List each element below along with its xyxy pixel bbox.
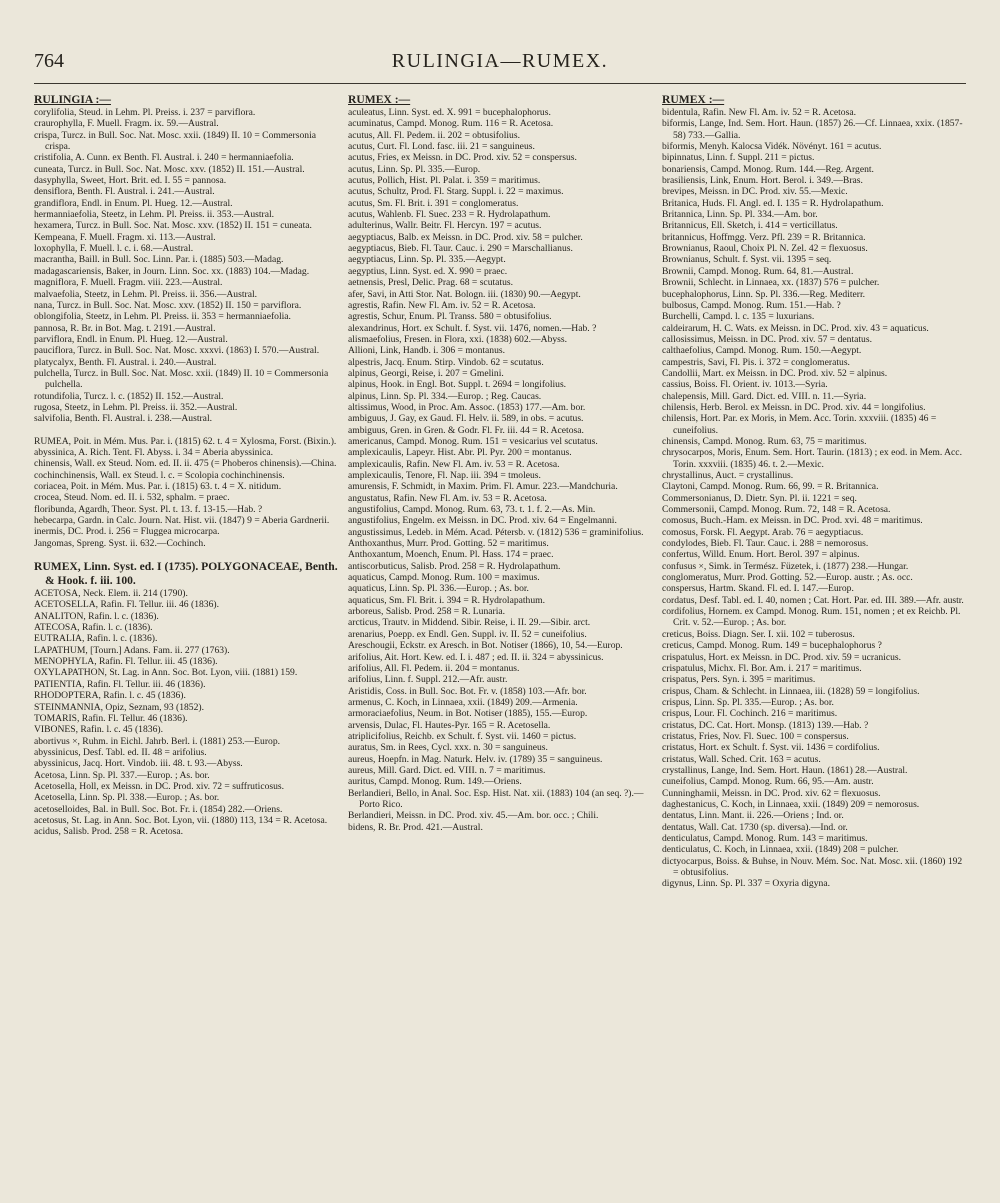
entry: PATIENTIA, Rafin. Fl. Tellur. iii. 46 (1836). [34, 678, 206, 690]
entry: conspersus, Hartm. Skand. Fl. ed. I. 147.—Europ. [662, 583, 854, 595]
entry: cuneifolius, Campd. Monog. Rum. 66, 95.—Am. austr. [662, 776, 874, 788]
entry: acutus, Fries, ex Meissn. in DC. Prod. xiv. 52 = conspersus. [348, 152, 577, 164]
entry: bidens, R. Br. Prod. 421.—Austral. [348, 821, 483, 833]
entry: aquaticus, Campd. Monog. Rum. 100 = maximus. [348, 572, 540, 584]
entry: arcticus, Trautv. in Middend. Sibir. Reise, i. II. 29.—Sibir. arct. [348, 617, 591, 629]
entry: macrantha, Baill. in Bull. Soc. Linn. Par. i. (1885) 503.—Madag. [34, 254, 284, 266]
entry: Candollii, Mart. ex Meissn. in DC. Prod. xiv. 52 = alpinus. [662, 367, 888, 379]
entry: crispatus, Pers. Syn. i. 395 = maritimus. [662, 674, 816, 686]
entry: callosissimus, Meissn. in DC. Prod. xiv. 57 = dentatus. [662, 333, 872, 345]
entry: crispatulus, Hort. ex Meissn. in DC. Prod. xiv. 59 = ucranicus. [662, 651, 902, 663]
entry: dasyphylla, Sweet, Hort. Brit. ed. I. 55 = pannosa. [34, 175, 227, 187]
entry: arifolius, Ait. Hort. Kew. ed. I. i. 487 ; ed. II. ii. 324 = abyssinicus. [348, 651, 604, 663]
entry: caldeirarum, H. C. Wats. ex Meissn. in DC. Prod. xiv. 43 = aquaticus. [662, 322, 929, 334]
entry: dentatus, Wall. Cat. 1730 (sp. diversa).—Ind. or. [662, 821, 848, 833]
entry: brasiliensis, Link, Enum. Hort. Berol. i. 349.—Bras. [662, 175, 863, 187]
entry: alpinus, Georgi, Reise, i. 207 = Gmelini. [348, 367, 504, 379]
entry: cassius, Boiss. Fl. Orient. iv. 1013.—Syria. [662, 379, 828, 391]
entry: denticulatus, Campd. Monog. Rum. 143 = maritimus. [662, 833, 868, 844]
entry: aegyptiacus, Bieb. Fl. Taur. Cauc. i. 290 = Marschallianus. [348, 243, 573, 255]
section-gap [34, 549, 338, 560]
entry: hebecarpa, Gardn. in Calc. Journ. Nat. Hist. vii. (1847) 9 = Aberia Gardnerii. [34, 515, 330, 527]
entry: campestris, Savi, Fl. Pis. i. 372 = conglomeratus. [662, 356, 850, 368]
entry: britannicus, Hoffmgg. Verz. Pfl. 239 = R. Britannica. [662, 231, 866, 243]
entry: amplexicaulis, Lapeyr. Hist. Abr. Pl. Pyr. 200 = montanus. [348, 447, 572, 459]
entry: platycalyx, Benth. Fl. Austral. i. 240.—Austral. [34, 356, 217, 368]
entry: malvaefolia, Steetz, in Lehm. Pl. Preiss. ii. 356.—Austral. [34, 288, 258, 300]
entry: cordifolius, Hornem. ex Campd. Monog. Rum. 151, nomen ; et ex Reichb. Pl. Crit. v. 52.—Europ. ; As. bor. [662, 606, 961, 629]
entry: aureus, Hoepfn. in Mag. Naturk. Helv. iv. (1789) 35 = sanguineus. [348, 753, 603, 765]
genus-heading: RUMEX :— [348, 93, 411, 106]
entry: RUMEA, Poit. in Mém. Mus. Par. i. (1815) 62. t. 4 = Xylosma, Forst. (Bixin.). [34, 435, 337, 447]
entry: comosus, Forsk. Fl. Aegypt. Arab. 76 = aegyptiacus. [662, 526, 864, 538]
entry: cristatus, DC. Cat. Hort. Monsp. (1813) 139.—Hab. ? [662, 719, 869, 731]
entry: angustifolius, Campd. Monog. Rum. 63, 73. t. 1. f. 2.—As. Min. [348, 504, 596, 516]
entry: loxophylla, F. Muell. l. c. i. 68.—Austral. [34, 243, 194, 255]
entry: confusus ×, Simk. in Termész. Füzetek, i. (1877) 238.—Hungar. [662, 560, 909, 572]
entry: acidus, Salisb. Prod. 258 = R. Acetosa. [34, 826, 184, 838]
header-rule [34, 83, 966, 84]
entry: VIBONES, Rafin. l. c. 45 (1836). [34, 724, 163, 736]
entry: Acetosella, Linn. Sp. Pl. 338.—Europ. ; As. bor. [34, 792, 220, 804]
entry: armenus, C. Koch, in Linnaea, xxii. (1849) 209.—Armenia. [348, 696, 578, 708]
entry: bucephalophorus, Linn. Sp. Pl. 336.—Reg. Mediterr. [662, 288, 866, 300]
column-middle [348, 93, 652, 1193]
entry: Anthoxanthus, Murr. Prod. Gotting. 52 = maritimus. [348, 538, 549, 550]
entry: atriplicifolius, Reichb. ex Schult. f. Syst. vii. 1460 = pictus. [348, 730, 577, 742]
entry: STEINMANNIA, Opiz, Seznam, 93 (1852). [34, 701, 204, 713]
entry: adulterinus, Wallr. Beitr. Fl. Hercyn. 197 = acutus. [348, 220, 542, 232]
entry: auritus, Campd. Monog. Rum. 149.—Oriens. [348, 776, 522, 788]
entry: confertus, Willd. Enum. Hort. Berol. 397 = alpinus. [662, 549, 860, 561]
entry: Brownianus, Raoul, Choix Pl. N. Zel. 42 = flexuosus. [662, 243, 868, 255]
entry: acutus, Pollich, Hist. Pl. Palat. i. 359 = maritimus. [348, 175, 541, 187]
entry: crispus, Linn. Sp. Pl. 335.—Europ. ; As. bor. [662, 696, 834, 708]
entry: Burchelli, Campd. l. c. 135 = luxurians. [662, 311, 815, 323]
entry: agrestis, Schur, Enum. Pl. Transs. 580 = obtusifolius. [348, 311, 552, 323]
entry: calthaefolius, Campd. Monog. Rum. 150.—Aegypt. [662, 345, 862, 357]
entry: denticulatus, C. Koch, in Linnaea, xxii. (1849) 208 = pulcher. [662, 844, 899, 856]
entry: brevipes, Meissn. in DC. Prod. xiv. 55.—Mexic. [662, 186, 848, 198]
entry: OXYLAPATHON, St. Lag. in Ann. Soc. Bot. Lyon, viii. (1881) 159. [34, 667, 298, 679]
entry: ambiguus, J. Gay, ex Gaud. Fl. Helv. ii. 589, in obs. = acutus. [348, 413, 584, 425]
entry: amurensis, F. Schmidt, in Maxim. Prim. Fl. Amur. 223.—Mandchuria. [348, 481, 618, 493]
entry: Brownii, Campd. Monog. Rum. 64, 81.—Austral. [662, 265, 854, 277]
entry: biformis, Menyh. Kalocsa Vidék. Növényt. 161 = acutus. [662, 141, 882, 153]
entry: crispa, Turcz. in Bull. Soc. Nat. Mosc. xxii. (1849) II. 10 = Commersonia crispa. [34, 129, 317, 153]
entry: acetosus, St. Lag. in Ann. Soc. Bot. Lyon, vii. (1880) 113, 134 = R. Acetosa. [34, 814, 328, 826]
entry: Allioni, Link, Handb. i. 306 = montanus. [348, 345, 506, 357]
entry: Brownianus, Schult. f. Syst. vii. 1395 = seq. [662, 254, 832, 266]
entry: craurophylla, F. Muell. Fragm. ix. 59.—Austral. [34, 118, 219, 130]
entry: acetoselloides, Bal. in Bull. Soc. Bot. Fr. i. (1854) 282.—Oriens. [34, 803, 283, 815]
entry: parviflora, Endl. in Enum. Pl. Hueg. 12.—Austral. [34, 333, 228, 345]
entry: arifolius, All. Fl. Pedem. ii. 204 = montanus. [348, 662, 520, 674]
entry: oblongifolia, Steetz, in Lehm. Pl. Preiss. ii. 353 = hermanniaefolia. [34, 311, 291, 323]
entry: crystallinus, Lange, Ind. Sem. Hort. Haun. (1861) 28.—Austral. [662, 764, 908, 776]
column-left [34, 93, 338, 1193]
entry: ambiguus, Gren. in Gren. & Godr. Fl. Fr. iii. 44 = R. Acetosa. [348, 424, 584, 436]
entry: Claytoni, Campd. Monog. Rum. 66, 99. = R. Britannica. [662, 481, 879, 493]
entry: madagascariensis, Baker, in Journ. Linn. Soc. xx. (1883) 104.—Madag. [34, 265, 310, 277]
entry: alpinus, Hook. in Engl. Bot. Suppl. t. 2694 = longifolius. [348, 379, 567, 391]
entry: chinensis, Campd. Monog. Rum. 63, 75 = maritimus. [662, 435, 867, 447]
entry: pauciflora, Turcz. in Bull. Soc. Nat. Mosc. xxxvi. (1863) I. 570.—Austral. [34, 345, 320, 357]
entry: aegyptiacus, Balb. ex Meissn. in DC. Prod. xiv. 58 = pulcher. [348, 231, 583, 243]
entry: aetnensis, Presl, Delic. Prag. 68 = scutatus. [348, 277, 514, 289]
entry: MENOPHYLA, Rafin. Fl. Tellur. iii. 45 (1836). [34, 656, 218, 668]
entry: acuminatus, Campd. Monog. Rum. 116 = R. Acetosa. [348, 118, 554, 130]
entry: crocea, Steud. Nom. ed. II. i. 532, sphalm. = praec. [34, 492, 230, 504]
entry: arifolius, Linn. f. Suppl. 212.—Afr. austr. [348, 674, 508, 686]
entry: coriacea, Poit. in Mém. Mus. Par. i. (1815) 63. t. 4 = X. nitidum. [34, 481, 282, 492]
entry: Anthoxantum, Moench, Enum. Pl. Hass. 174 = praec. [348, 549, 554, 561]
entry: cochinchinensis, Wall. ex Steud. l. c. = Scolopia cochinchinensis. [34, 469, 285, 481]
entry: chinensis, Wall. ex Steud. Nom. ed. II. ii. 475 (= Phoberos chinensis).—China. [34, 458, 337, 470]
entry: nana, Turcz. in Bull. Soc. Nat. Mosc. xxv. (1852) II. 150 = parviflora. [34, 299, 302, 311]
entry: cuneata, Turcz. in Bull. Soc. Nat. Mosc. xxv. (1852) II. 151.—Austral. [34, 163, 305, 175]
entry: Britannicus, Ell. Sketch, i. 414 = verticillatus. [662, 220, 838, 232]
entry: rugosa, Steetz, in Lehm. Pl. Preiss. ii. 352.—Austral. [34, 401, 238, 413]
entry: conglomeratus, Murr. Prod. Gotting. 52.—Europ. austr. ; As. occ. [662, 572, 913, 584]
entry: Areschougii, Eckstr. ex Aresch. in Bot. Notiser (1866), 10, 54.—Europ. [348, 640, 623, 652]
entry: Britanica, Huds. Fl. Angl. ed. I. 135 = R. Hydrolapathum. [662, 197, 884, 209]
entry: floribunda, Agardh, Theor. Syst. Pl. t. 13. f. 13-15.—Hab. ? [34, 503, 263, 515]
entry: biformis, Lange, Ind. Sem. Hort. Haun. (1857) 26.—Cf. Linnaea, xxix. (1857-58) 733.—Gallia. [662, 118, 963, 141]
entry: aureus, Mill. Gard. Dict. ed. VIII. n. 7 = maritimus. [348, 764, 546, 776]
entry: cristatus, Hort. ex Schult. f. Syst. vii. 1436 = cordifolius. [662, 742, 880, 754]
entry: angustatus, Rafin. New Fl. Am. iv. 53 = R. Acetosa. [348, 492, 547, 504]
entry-columns [34, 93, 966, 1193]
entry: afer, Savi, in Atti Stor. Nat. Bologn. iii. (1830) 90.—Aegypt. [348, 288, 581, 300]
entry: chrysocarpos, Moris, Enum. Sem. Hort. Taurin. (1813) ; ex eod. in Mem. Acc. Torin. xxxviii. (1835) 46. t. 2.—Mexic. [662, 447, 962, 470]
entry: acutus, All. Fl. Pedem. ii. 202 = obtusifolius. [348, 129, 520, 141]
entry: Commersonianus, D. Dietr. Syn. Pl. ii. 1221 = seq. [662, 492, 857, 504]
entry: Acetosella, Holl, ex Meissn. in DC. Prod. xiv. 72 = suffruticosus. [34, 780, 285, 792]
entry: inermis, DC. Prod. i. 256 = Fluggea microcarpa. [34, 526, 220, 538]
entry: antiscorbuticus, Salisb. Prod. 258 = R. Hydrolapathum. [348, 560, 561, 572]
entry: ACETOSA, Neck. Elem. ii. 214 (1790). [34, 588, 188, 600]
entry: Berlandieri, Bello, in Anal. Soc. Esp. Hist. Nat. xii. (1883) 104 (an seq. ?).—Porto Rico. [348, 787, 644, 810]
entry: cristifolia, A. Cunn. ex Benth. Fl. Austral. i. 240 = hermanniaefolia. [34, 152, 294, 164]
entry: aquaticus, Sm. Fl. Brit. i. 394 = R. Hydrolapathum. [348, 594, 546, 606]
entry: abyssinicus, Jacq. Hort. Vindob. iii. 48. t. 93.—Abyss. [34, 758, 243, 770]
entry: acutus, Linn. Sp. Pl. 335.—Europ. [348, 163, 481, 175]
entry: pulchella, Turcz. in Bull. Soc. Nat. Mosc. xxii. (1849) II. 10 = Commersonia pulchella. [34, 367, 329, 391]
entry: grandiflora, Endl. in Enum. Pl. Hueg. 12.—Austral. [34, 197, 233, 209]
entry: daghestanicus, C. Koch, in Linnaea, xxii. (1849) 209 = nemorosus. [662, 798, 920, 810]
entry: bidentula, Rafin. New Fl. Am. iv. 52 = R. Acetosa. [662, 107, 856, 118]
entry: creticus, Boiss. Diagn. Ser. I. xii. 102 = tuberosus. [662, 628, 855, 640]
entry: auratus, Sm. in Rees, Cycl. xxx. n. 30 = sanguineus. [348, 742, 548, 754]
entry: hexamera, Turcz. in Bull. Soc. Nat. Mosc. xxv. (1852) II. 151 = cuneata. [34, 220, 312, 232]
entry: arenarius, Poepp. ex Endl. Gen. Suppl. iv. II. 52 = cuneifolius. [348, 628, 587, 640]
entry: hermanniaefolia, Steetz, in Lehm. Pl. Preiss. ii. 353.—Austral. [34, 209, 275, 221]
entry: TOMARIS, Rafin. Fl. Tellur. 46 (1836). [34, 712, 188, 724]
entry: amplexicaulis, Tenore, Fl. Nap. iii. 394 = tmoleus. [348, 470, 541, 481]
entry: magniflora, F. Muell. Fragm. viii. 223.—Austral. [34, 277, 223, 289]
entry: bipinnatus, Linn. f. Suppl. 211 = pictus. [662, 152, 815, 164]
entry: Commersonii, Campd. Monog. Rum. 72, 148 = R. Acetosa. [662, 504, 891, 516]
page-header [0, 50, 1000, 74]
entry: Cunninghamii, Meissn. in DC. Prod. xiv. 62 = flexuosus. [662, 787, 881, 799]
entry: cristatus, Fries, Nov. Fl. Suec. 100 = conspersus. [662, 730, 849, 742]
entry: Berlandieri, Meissn. in DC. Prod. xiv. 45.—Am. bor. occ. ; Chili. [348, 810, 599, 822]
entry: rotundifolia, Turcz. l. c. (1852) II. 152.—Austral. [34, 390, 224, 402]
entry: dentatus, Linn. Mant. ii. 226.—Oriens ; Ind. or. [662, 810, 844, 822]
entry: chalepensis, Mill. Gard. Dict. ed. VIII. n. 11.—Syria. [662, 390, 867, 402]
entry: RHODOPTERA, Rafin. l. c. 45 (1836). [34, 690, 186, 702]
entry: angustissimus, Ledeb. in Mém. Acad. Pétersb. v. (1812) 536 = graminifolius. [348, 526, 644, 538]
section-gap [34, 425, 338, 436]
entry: crispus, Cham. & Schlecht. in Linnaea, iii. (1828) 59 = longifolius. [662, 685, 920, 697]
entry: chilensis, Hort. Par. ex Moris, in Mem. Acc. Torin. xxxviii. (1835) 46 = cuneifolius. [662, 413, 937, 436]
entry: arvensis, Dulac, Fl. Hautes-Pyr. 165 = R. Acetosella. [348, 719, 551, 731]
entry: Aristidis, Coss. in Bull. Soc. Bot. Fr. v. (1858) 103.—Afr. bor. [348, 685, 587, 697]
entry: alexandrinus, Hort. ex Schult. f. Syst. vii. 1476, nomen.—Hab. ? [348, 322, 597, 334]
entry: acutus, Sm. Fl. Brit. i. 391 = conglomeratus. [348, 197, 519, 209]
entry: acutus, Curt. Fl. Lond. fasc. iii. 21 = sanguineus. [348, 141, 535, 153]
entry: abyssinicus, Desf. Tabl. ed. II. 48 = arifolius. [34, 746, 207, 758]
entry: bonariensis, Campd. Monog. Rum. 144.—Reg. Argent. [662, 163, 874, 175]
entry: chrystallinus, Auct. = crystallinus. [662, 470, 794, 481]
entry: arboreus, Salisb. Prod. 258 = R. Lunaria. [348, 606, 506, 618]
entry: condylodes, Bieb. Fl. Taur. Cauc. i. 288 = nemorosus. [662, 538, 869, 550]
entry: bulbosus, Campd. Monog. Rum. 151.—Hab. ? [662, 299, 841, 311]
entry: alpinus, Linn. Sp. Pl. 334.—Europ. ; Reg. Caucas. [348, 390, 542, 402]
entry: salvifolia, Benth. Fl. Austral. i. 238.—Austral. [34, 413, 213, 425]
genus-heading: RUMEX :— [662, 93, 725, 106]
entry: EUTRALIA, Rafin. l. c. (1836). [34, 633, 158, 645]
entry: acutus, Schultz, Prod. Fl. Starg. Suppl. i. 22 = maximus. [348, 186, 564, 198]
entry: armoraciaefolius, Neum. in Bot. Notiser (1885), 155.—Europ. [348, 708, 588, 720]
entry: dictyocarpus, Boiss. & Buhse, in Nouv. Mém. Soc. Nat. Mosc. xii. (1860) 192 = obtusifolius. [662, 855, 963, 879]
entry: pannosa, R. Br. in Bot. Mag. t. 2191.—Austral. [34, 322, 216, 334]
entry: ATECOSA, Rafin. l. c. (1836). [34, 622, 153, 634]
entry: Jangomas, Spreng. Syst. ii. 632.—Cochinch. [34, 537, 206, 549]
entry: acutus, Wahlenb. Fl. Suec. 233 = R. Hydrolapathum. [348, 209, 551, 221]
entry: aegyptius, Linn. Syst. ed. X. 990 = praec. [348, 265, 508, 277]
entry: creticus, Campd. Monog. Rum. 149 = bucephalophorus ? [662, 640, 882, 652]
entry: Britannica, Linn. Sp. Pl. 334.—Am. bor. [662, 209, 818, 221]
entry: alismaefolius, Fresen. in Flora, xxi. (1838) 602.—Abyss. [348, 333, 568, 345]
entry: altissimus, Wood, in Proc. Am. Assoc. (1853) 177.—Am. bor. [348, 401, 586, 413]
entry: corylifolia, Steud. in Lehm. Pl. Preiss. i. 237 = parviflora. [34, 107, 256, 118]
entry: crispatulus, Michx. Fl. Bor. Am. i. 217 = maritimus. [662, 662, 862, 674]
entry: aquaticus, Linn. Sp. Pl. 336.—Europ. ; As. bor. [348, 583, 529, 595]
entry: angustifolius, Engelm. ex Meissn. in DC. Prod. xiv. 64 = Engelmanni. [348, 515, 617, 527]
entry: abyssinica, A. Rich. Tent. Fl. Abyss. i. 34 = Aberia abyssinica. [34, 446, 274, 458]
entry: LAPATHUM, [Tourn.] Adans. Fam. ii. 277 (1763). [34, 644, 230, 656]
genus-heading: RULINGIA :— [34, 93, 111, 106]
entry: crispus, Lour. Fl. Cochinch. 216 = maritimus. [662, 708, 838, 720]
entry: comosus, Buch.-Ham. ex Meissn. in DC. Prod. xvi. 48 = maritimus. [662, 515, 923, 527]
entry: alpestris, Jacq. Enum. Stirp. Vindob. 62 = scutatus. [348, 356, 544, 368]
entry: aegyptiacus, Linn. Sp. Pl. 335.—Aegypt. [348, 254, 506, 266]
entry: Acetosa, Linn. Sp. Pl. 337.—Europ. ; As. bor. [34, 769, 210, 781]
entry: americanus, Campd. Monog. Rum. 151 = vesicarius vel scutatus. [348, 435, 598, 447]
column-right [662, 93, 966, 1193]
entry: ANALITON, Rafin. l. c. (1836). [34, 610, 159, 622]
entry: cristatus, Wall. Sched. Crit. 163 = acutus. [662, 753, 821, 765]
running-title: RULINGIA—RUMEX. [391, 50, 609, 72]
entry: ACETOSELLA, Rafin. Fl. Tellur. iii. 46 (1836). [34, 599, 219, 611]
entry: abortivus ×, Ruhm. in Eichl. Jahrb. Berl. i. (1881) 253.—Europ. [34, 735, 281, 747]
entry: Kempeana, F. Muell. Fragm. xi. 113.—Austral. [34, 231, 216, 243]
entry: amplexicaulis, Rafin. New Fl. Am. iv. 53 = R. Acetosa. [348, 458, 560, 470]
page-number: 764 [34, 50, 64, 72]
entry: agrestis, Rafin. New Fl. Am. iv. 52 = R. Acetosa. [348, 299, 536, 311]
entry: aculeatus, Linn. Syst. ed. X. 991 = bucephalophorus. [348, 107, 551, 118]
entry: chilensis, Herb. Berol. ex Meissn. in DC. Prod. xiv. 44 = longifolius. [662, 401, 926, 413]
entry: densiflora, Benth. Fl. Austral. i. 241.—Austral. [34, 186, 215, 198]
entry: cordatus, Desf. Tabl. ed. I. 40, nomen ; Cat. Hort. Par. ed. III. 389.—Afr. austr. [662, 594, 964, 606]
entry: Brownii, Schlecht. in Linnaea, xx. (1837) 576 = pulcher. [662, 277, 880, 289]
entry: digynus, Linn. Sp. Pl. 337 = Oxyria digyna. [662, 878, 830, 890]
genus-heading: RUMEX, Linn. Syst. ed. I (1735). POLYGONACEAE, Benth. & Hook. f. iii. 100. [34, 560, 338, 588]
